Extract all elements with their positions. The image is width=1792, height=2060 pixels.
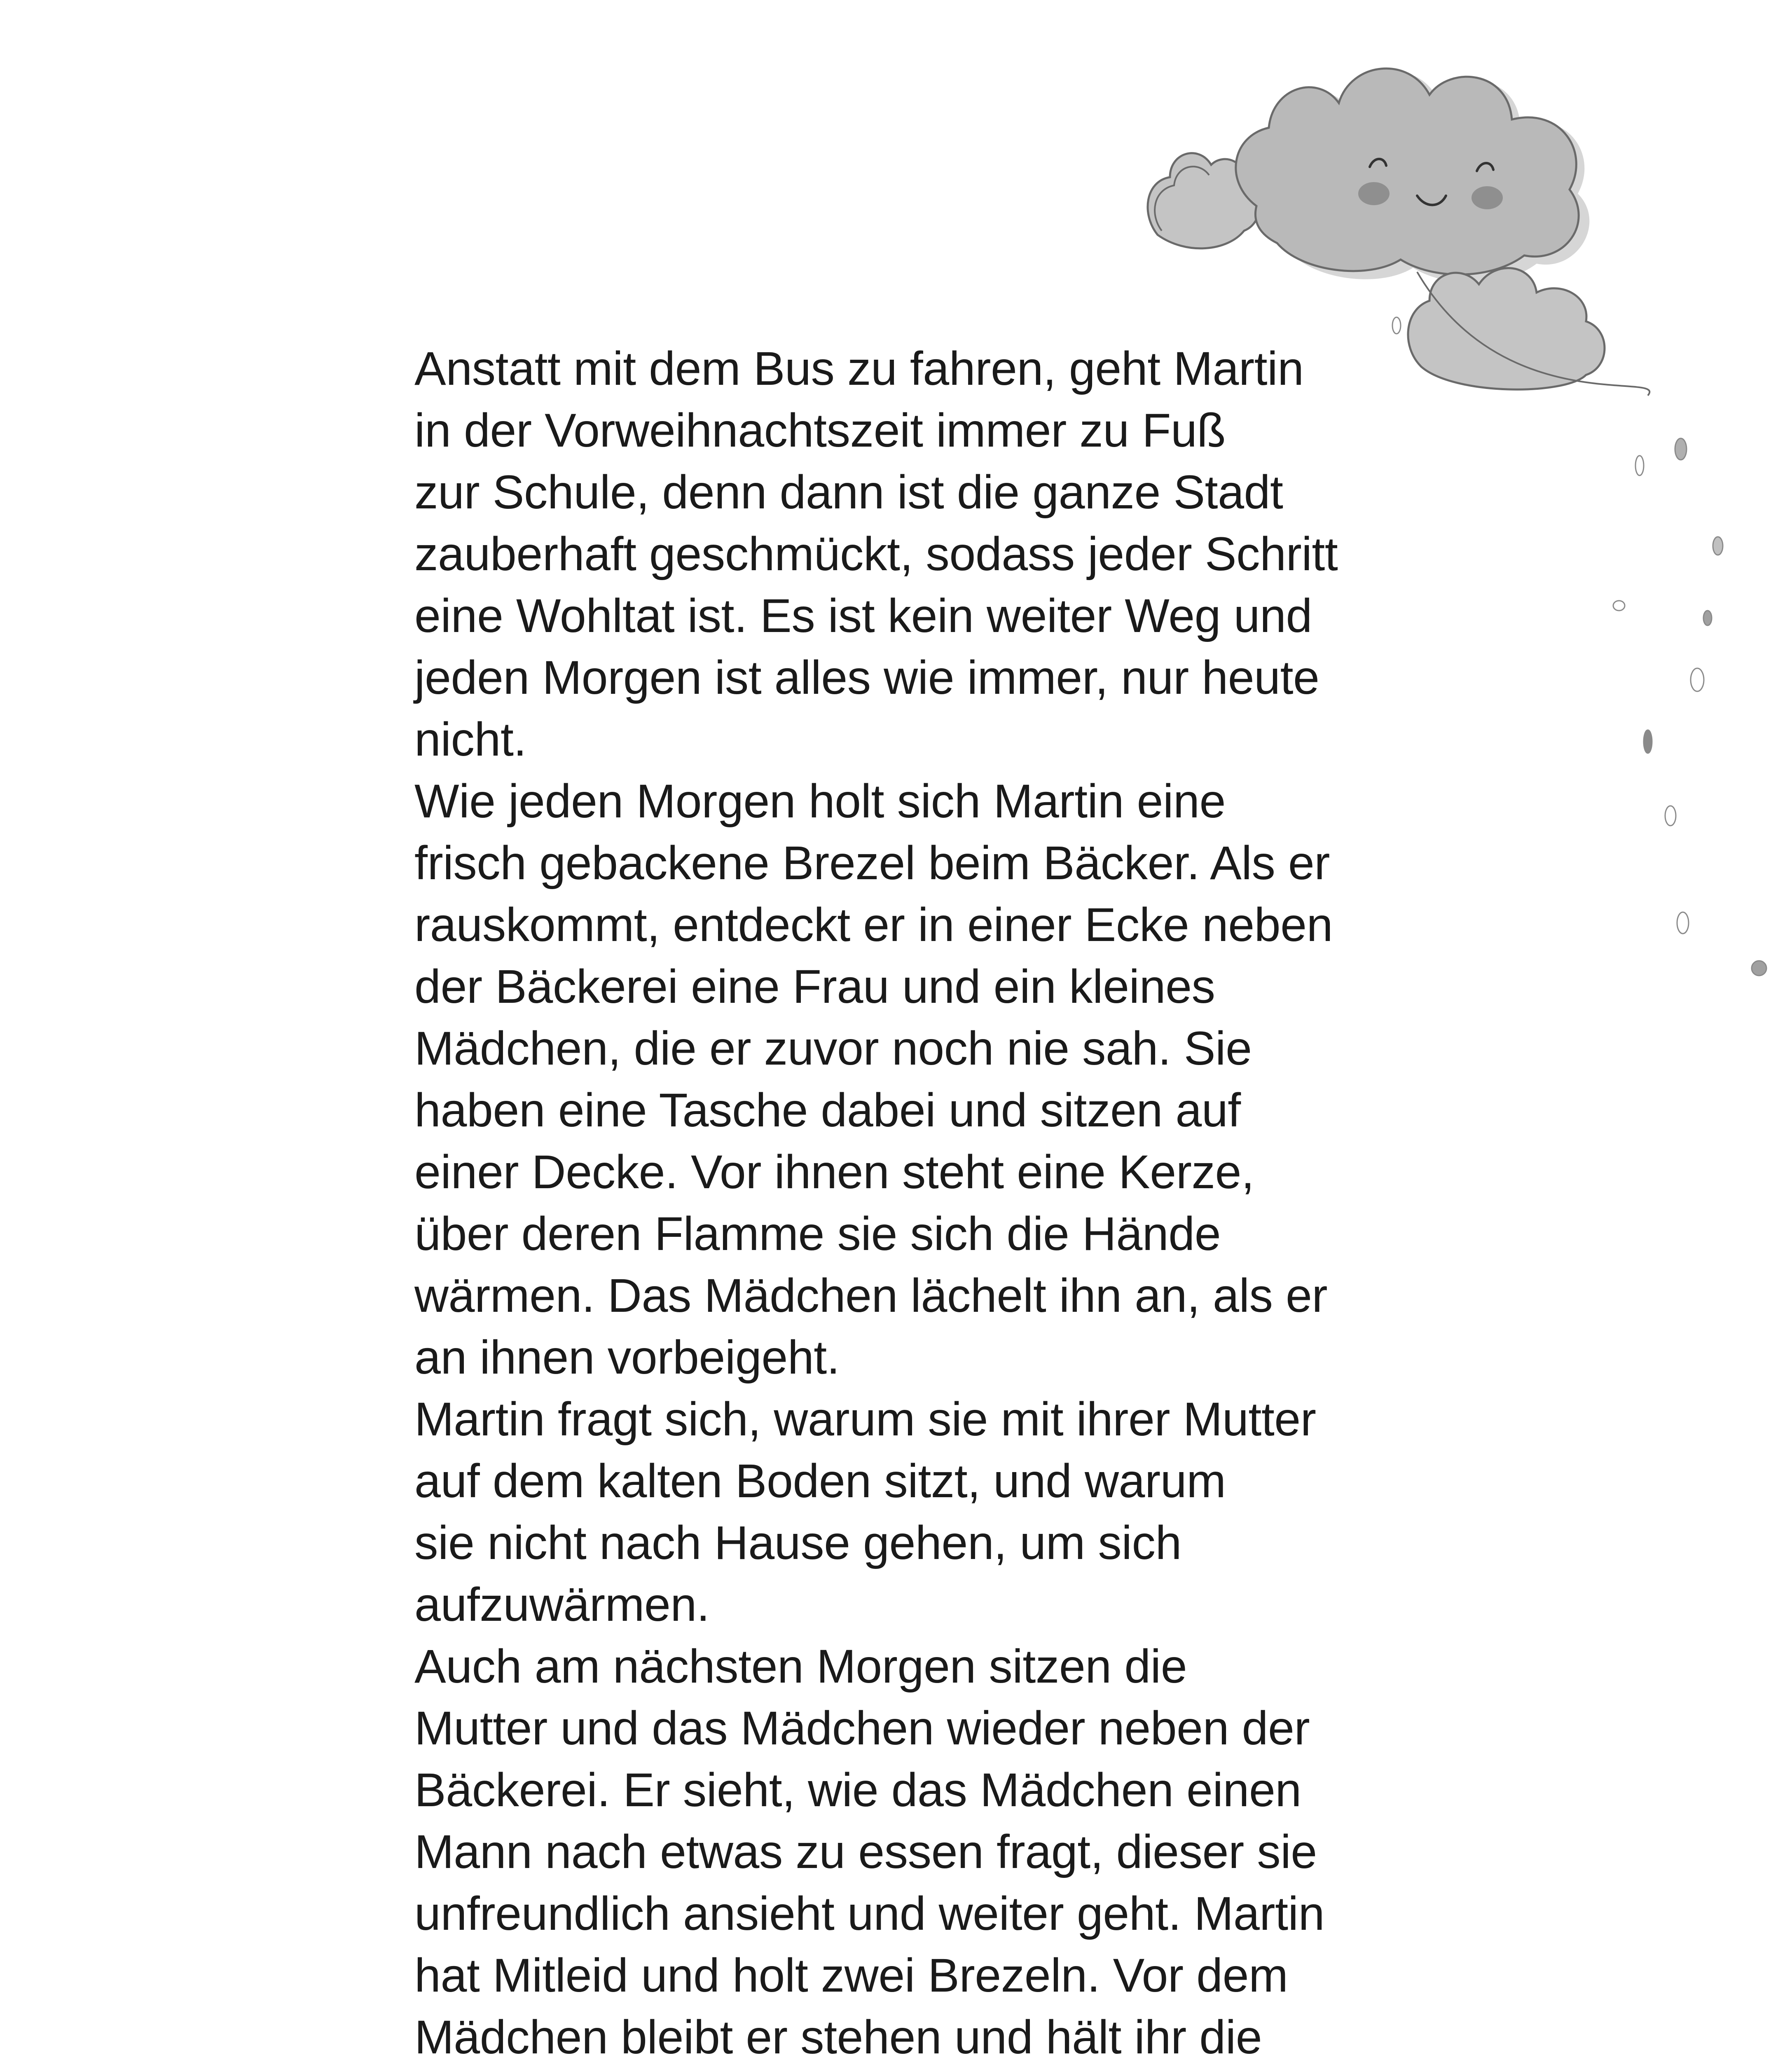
text-line: in der Vorweihnachtszeit immer zu Fuß — [414, 404, 1226, 457]
text-line: Martin fragt sich, warum sie mit ihrer Mutter — [414, 1393, 1316, 1446]
text-line: aufzuwärmen. — [414, 1578, 710, 1631]
text-line: Auch am nächsten Morgen sitzen die — [414, 1640, 1187, 1693]
story-text — [414, 338, 1469, 2060]
text-line: einer Decke. Vor ihnen steht eine Kerze, — [414, 1146, 1254, 1199]
text-line: Bäckerei. Er sieht, wie das Mädchen einen — [414, 1764, 1301, 1817]
text-line: auf dem kalten Boden sitzt, und warum — [414, 1455, 1226, 1508]
text-line: unfreundlich ansieht und weiter geht. Martin — [414, 1887, 1325, 1940]
text-line: Anstatt mit dem Bus zu fahren, geht Martin — [414, 342, 1304, 395]
text-line: über deren Flamme sie sich die Hände — [414, 1208, 1221, 1260]
text-line: Wie jeden Morgen holt sich Martin eine — [414, 775, 1226, 828]
text-line: Mann nach etwas zu essen fragt, dieser sie — [414, 1826, 1317, 1878]
text-line: wärmen. Das Mädchen lächelt ihn an, als er — [414, 1269, 1328, 1322]
text-line: der Bäckerei eine Frau und ein kleines — [414, 960, 1215, 1013]
text-line: rauskommt, entdeckt er in einer Ecke neben — [414, 899, 1333, 951]
text-line: Mutter und das Mädchen wieder neben der — [414, 1702, 1310, 1755]
text-line: jeden Morgen ist alles wie immer, nur heute — [414, 651, 1319, 704]
text-line: nicht. — [414, 713, 526, 766]
text-line: hat Mitleid und holt zwei Brezeln. Vor dem — [414, 1949, 1288, 2002]
text-line: eine Wohltat ist. Es ist kein weiter Weg und — [414, 590, 1312, 642]
text-line: Mädchen, die er zuvor noch nie sah. Sie — [414, 1022, 1252, 1075]
text-line: haben eine Tasche dabei und sitzen auf — [414, 1084, 1241, 1137]
text-line: sie nicht nach Hause gehen, um sich — [414, 1517, 1181, 1569]
text-line: frisch gebackene Brezel beim Bäcker. Als er — [414, 837, 1330, 890]
smiling-cloud-icon — [1236, 68, 1579, 274]
text-line: an ihnen vorbeigeht. — [414, 1331, 840, 1384]
text-line: zur Schule, denn dann ist die ganze Stadt — [414, 466, 1283, 519]
text-line: Mädchen bleibt er stehen und hält ihr die — [414, 2011, 1262, 2060]
text-line: zauberhaft geschmückt, sodass jeder Schritt — [414, 528, 1338, 581]
